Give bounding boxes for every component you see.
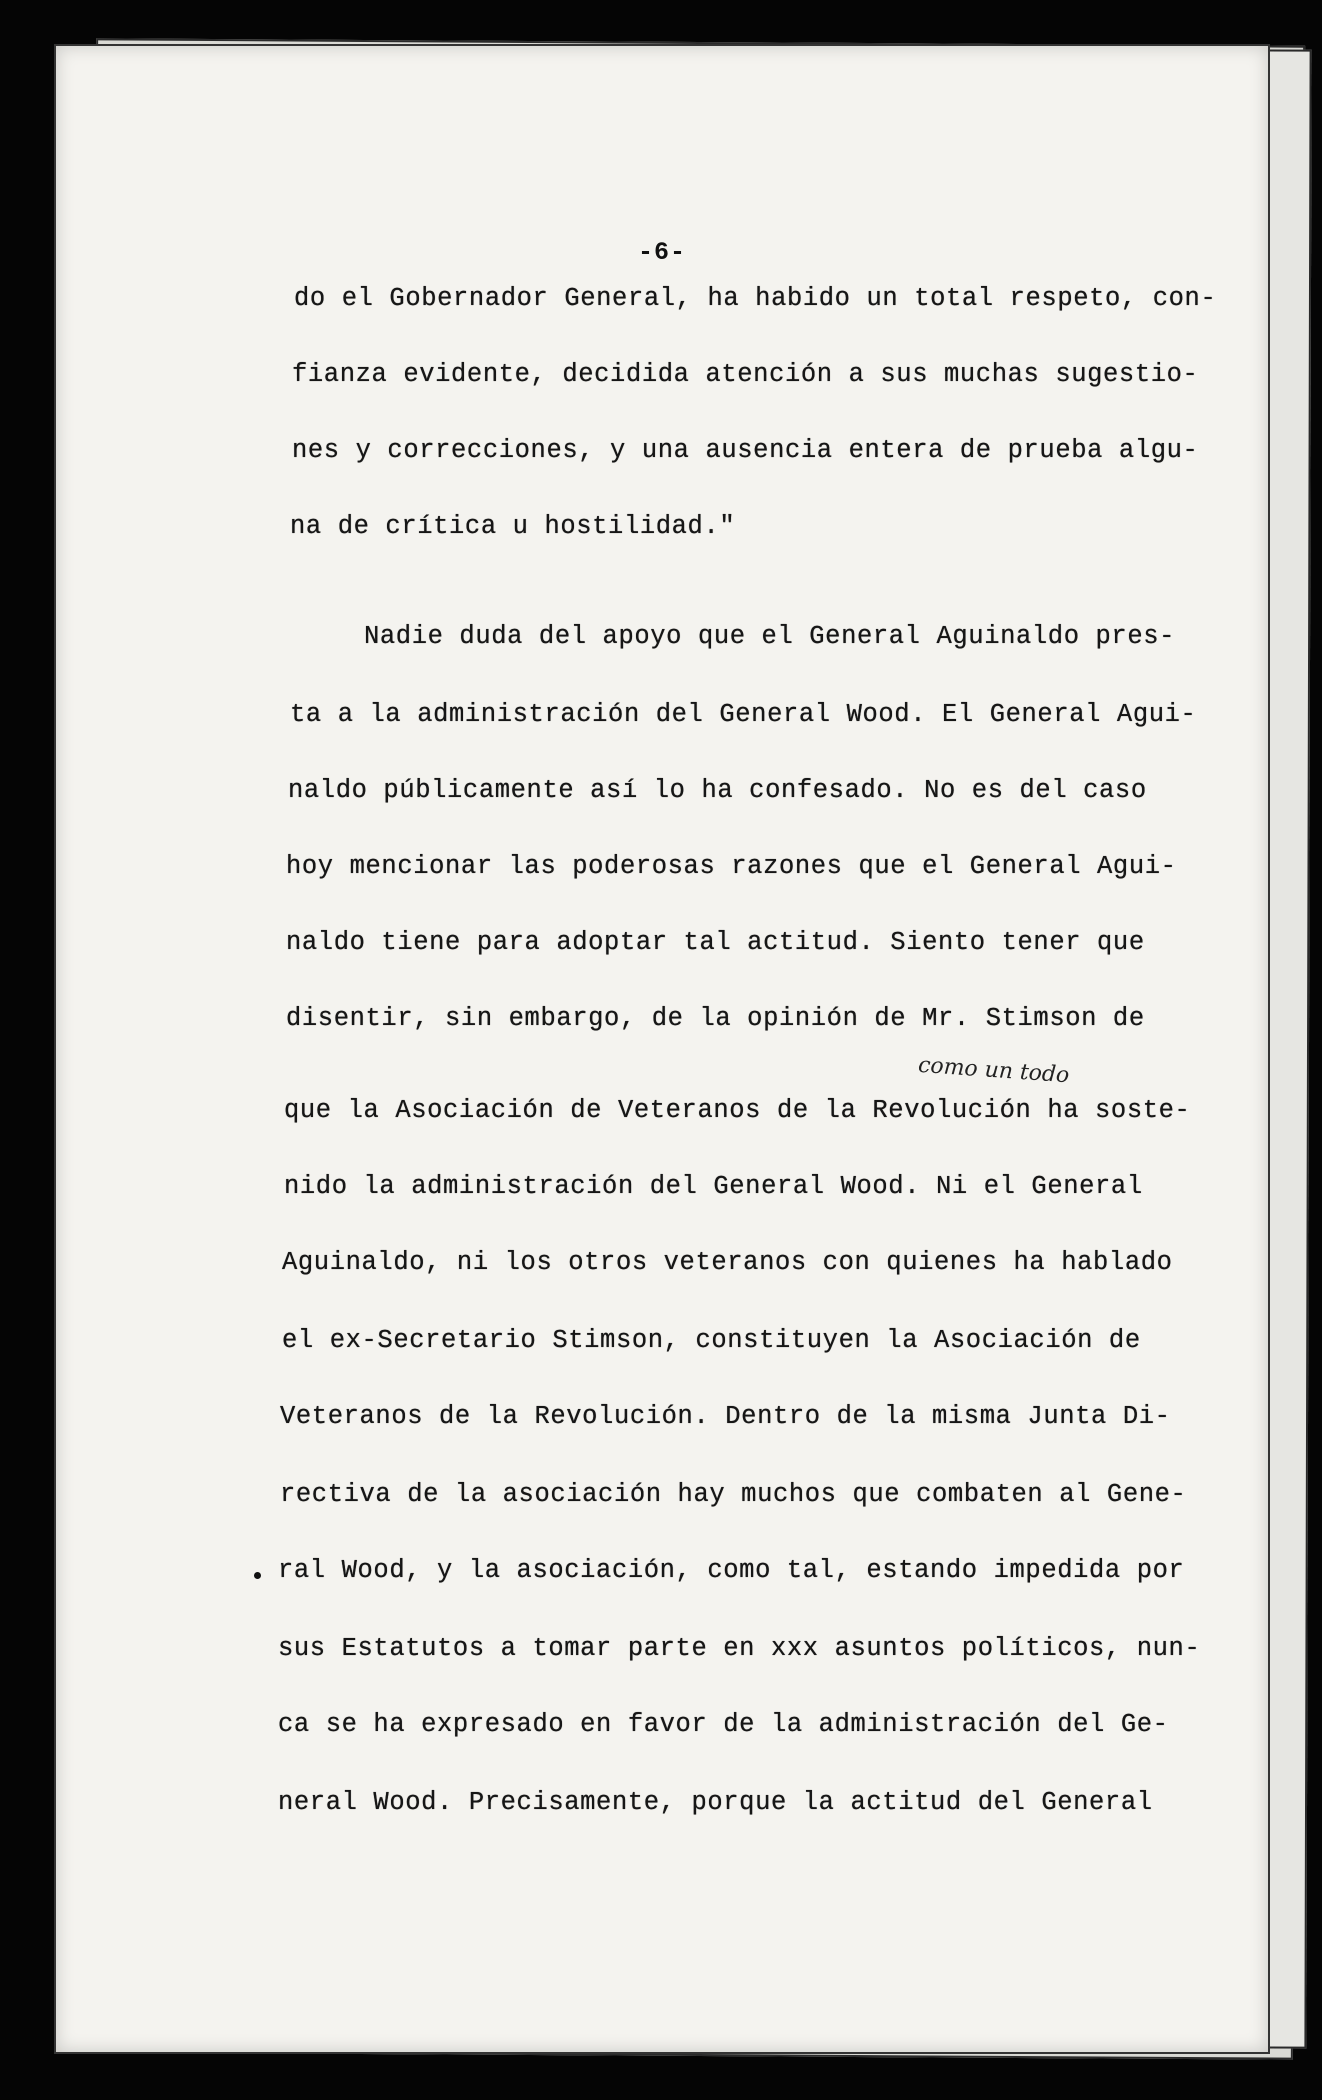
text-line: disentir, sin embargo, de la opinión de Mr. Stimson de [286, 1004, 1145, 1033]
text-line: fianza evidente, decidida atención a sus muchas sugestio- [292, 360, 1199, 389]
text-line: el ex-Secretario Stimson, constituyen la Asociación de [282, 1326, 1141, 1355]
text-line: nes y correcciones, y una ausencia entera de prueba algu- [292, 436, 1199, 465]
text-line: ral Wood, y la asociación, como tal, estando impedida por [278, 1556, 1185, 1585]
text-line: naldo tiene para adoptar tal actitud. Siento tener que [286, 928, 1145, 957]
text-line: Veteranos de la Revolución. Dentro de la misma Junta Di- [280, 1402, 1171, 1431]
stray-ink-dot [254, 1572, 261, 1579]
text-line: rectiva de la asociación hay muchos que combaten al Gene- [280, 1480, 1187, 1509]
text-line: ta a la administración del General Wood. El General Agui- [290, 700, 1197, 729]
text-line: Aguinaldo, ni los otros veteranos con quienes ha hablado [282, 1248, 1173, 1277]
text-line: Nadie duda del apoyo que el General Aguinaldo pres- [364, 622, 1176, 651]
text-line: neral Wood. Precisamente, porque la actitud del General [278, 1788, 1153, 1817]
page-number: -6- [637, 238, 686, 267]
text-line: ca se ha expresado en favor de la administración del Ge- [278, 1710, 1169, 1739]
text-line: sus Estatutos a tomar parte en xxx asuntos políticos, nun- [278, 1634, 1201, 1663]
text-line: hoy mencionar las poderosas razones que el General Agui- [286, 852, 1177, 881]
text-line: na de crítica u hostilidad." [290, 512, 736, 541]
text-line: nido la administración del General Wood. Ni el General [284, 1172, 1143, 1201]
text-line: do el Gobernador General, ha habido un total respeto, con- [294, 284, 1217, 313]
text-line: que la Asociación de Veteranos de la Revolución ha soste- [284, 1096, 1191, 1125]
typewritten-page [54, 44, 1270, 2054]
text-line: naldo públicamente así lo ha confesado. No es del caso [288, 776, 1147, 805]
handwritten-annotation: como un todo [917, 1052, 1071, 1089]
